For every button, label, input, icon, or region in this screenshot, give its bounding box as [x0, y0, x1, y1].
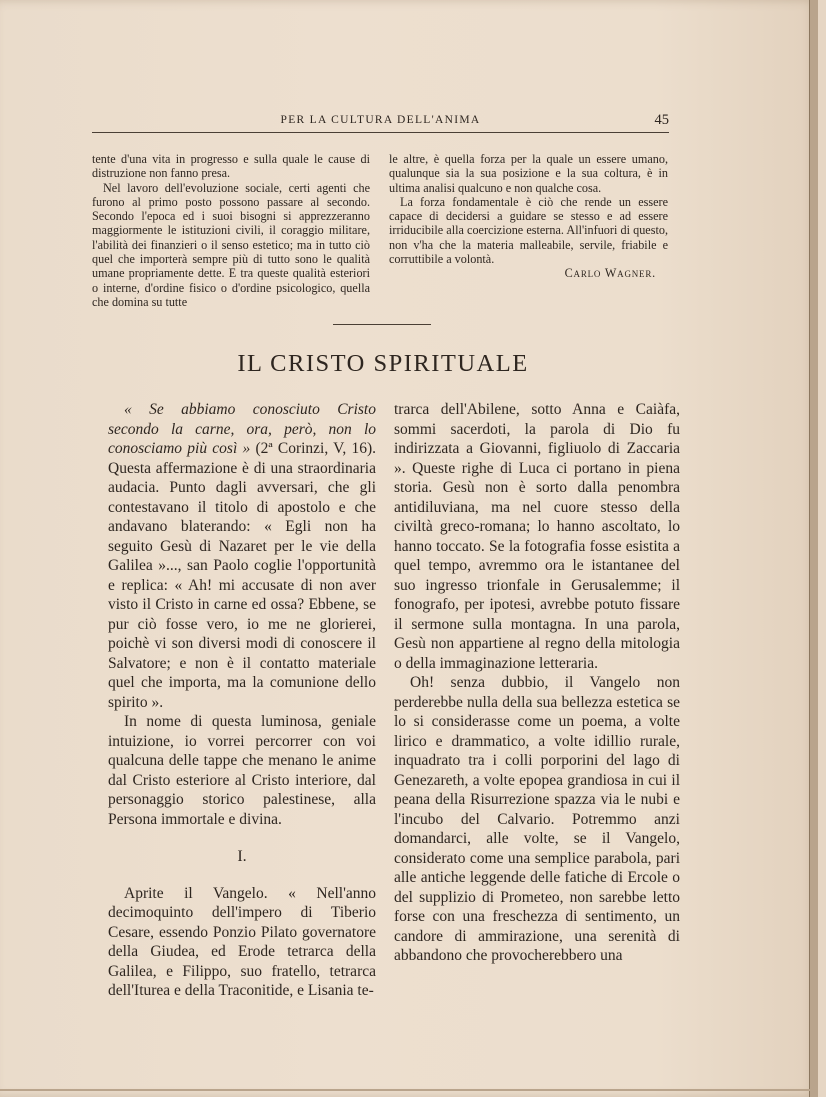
article-title: IL CRISTO SPIRITUALE [237, 350, 529, 377]
previous-article-column-1 [92, 152, 370, 309]
author-signature: Carlo Wagner. [564, 266, 656, 281]
page-edge [809, 0, 818, 1097]
paragraph [108, 400, 376, 712]
article-column-1 [108, 400, 376, 1001]
page-bottom-edge [0, 1089, 818, 1091]
paragraph: Aprite il Vangelo. « Nell'anno decimoquinto dell'impero di Tiberio Cesare, essendo Ponzio Pilato governatore della Giudea, ed Erode tetrarca della Galilea, e Filippo, suo fratello, tetrarca dell'Iturea e della Traconitide, e Lisania te- [108, 884, 376, 999]
paragraph: trarca dell'Abilene, sotto Anna e Caiàfa, sommi sacerdoti, la parola di Dio fu indirizzata a Giovanni, figliuolo di Zaccaria ». Queste righe di Luca ci portano in piena storia. Gesù non è sorto dalla penombra antidiluviana, ma nel cuore stesso della civiltà greco-romana; lo hanno ascoltato, lo hanno toccato. Se la fotografia fosse esistita a quel tempo, avremmo ora le istantanee del suo ingresso trionfale in Gerusalemme; il fonografo, per ipotesi, avrebbe potuto fissare il sermone sulla montagna. In una parola, Gesù non appartiene al regno della mitologia o della immaginazione letteraria. [394, 401, 680, 672]
paragraph: le altre, è quella forza per la quale un essere umano, qualunque sia la sua posizione e la sua coltura, è in ultima analisi qualcuno e non qualche cosa. [389, 152, 668, 195]
paragraph: La forza fondamentale è ciò che rende un essere capace di decidersi a guidare se stesso e ad essere irriducibile alla coercizione esterna. All'infuori di questo, non v'ha che la materia malleabile, servile, friabile e corruttibile a volontà. [389, 194, 668, 267]
paragraph: Nel lavoro dell'evoluzione sociale, certi agenti che furono al primo posto possono passare al secondo. Secondo l'epoca ed i suoi bisogni si apprezzeranno maggiormente le istituzioni civili, il coraggio militare, l'abilità dei finanzieri o il senso estetico; ma in tutto ciò quel che importerà sempre più di tutto sono le qualità umane propriamente dette. E tra queste qualità esteriori o interne, d'ordine fisico o d'ordine psicologico, quella che domina su tutte [92, 180, 370, 309]
epigraph-quote: « Se abbiamo conosciuto Cristo secondo la carne, ora, però, non lo conosciamo più così » [108, 401, 376, 457]
running-header [92, 112, 669, 132]
header-rule [92, 132, 669, 133]
article-column-2 [394, 400, 680, 966]
article-separator [333, 324, 431, 325]
paragraph: Oh! senza dubbio, il Vangelo non perderebbe nulla della sua bellezza estetica se lo si considerasse come un poema, a volte lirico e drammatico, a volte idillio rurale, inquadrato tra i colli porporini del lago di Genezareth, a volte epopea grandiosa in cui il peana della Risurrezione spazza via le nubi e l'incubo del Calvario. Potremmo anzi domandarci, alle volte, se il Vangelo, considerato come una semplice parabola, pari alle antiche leggende delle fatiche di Ercole o del supplizio di Prometeo, non sarebbe letto forse con una freschezza di sentimento, un candore di ammirazione, una serenità di abbandono che provocherebbero una [394, 674, 680, 964]
running-title: PER LA CULTURA DELL'ANIMA [280, 114, 481, 126]
paragraph-text: (2ª Corinzi, V, 16). Questa affermazione è di una straordinaria audacia. Punto dagli avversari, che gli contestavano il titolo di apostolo e che andavano blaterando: « Egli non ha seguito Gesù di Nazaret per le vie della Galilea »..., san Paolo coglie l'opportunità e replica: « Ah! mi accusate di non aver visto il Cristo in carne ed ossa? Ebbene, se pur ciò fosse vero, io me ne glorierei, poichè vi son diversi modi di conoscere il Salvatore; e non è il contatto materiale quel che importa, ma la comunione dello spirito ». [108, 440, 376, 711]
previous-article-column-2 [389, 152, 668, 281]
section-number: I. [237, 848, 247, 865]
page-number: 45 [654, 112, 669, 128]
paragraph: In nome di questa luminosa, geniale intuizione, io vorrei percorrer con voi qualcuna delle tappe che menano le anime dal Cristo esteriore al Cristo interiore, dal personaggio storico palestinese, alla Persona immortale e divina. [108, 713, 376, 828]
paragraph: tente d'una vita in progresso e sulla quale le cause di distruzione non fanno presa. [92, 152, 370, 181]
